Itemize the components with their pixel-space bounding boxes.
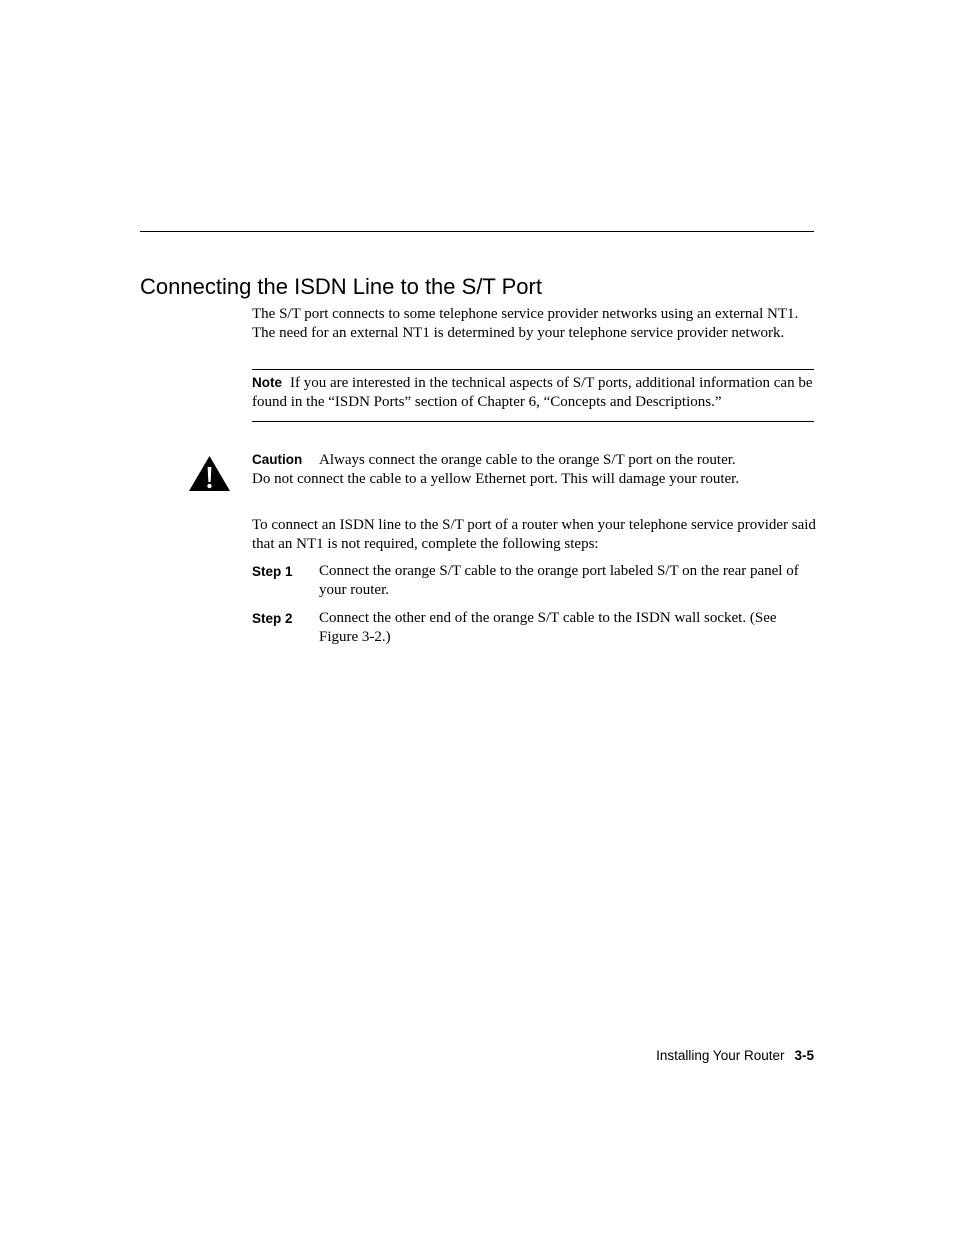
step-item (252, 609, 817, 647)
intro-paragraph: The S/T port connects to some telephone service provider networks using an external NT1. The need for an external NT1 is determined by your telephone service provider network. (252, 306, 799, 341)
step-label: Step 1 (252, 564, 293, 579)
caution-line-1: Always connect the orange cable to the orange S/T port on the router. (319, 452, 736, 468)
page-footer (656, 1046, 814, 1065)
step-text: Connect the other end of the orange S/T cable to the ISDN wall socket. (See Figure 3-2.) (319, 610, 777, 645)
step-label: Step 2 (252, 611, 293, 626)
note-top-rule (252, 369, 814, 370)
caution-line-2: Do not connect the cable to a yellow Ethernet port. This will damage your router. (252, 471, 740, 487)
caution-block (252, 450, 817, 489)
note-text: If you are interested in the technical aspects of S/T ports, additional information can be found in the “ISDN Ports” section of Chapter 6, “Concepts and Descriptions.” (252, 375, 813, 410)
note-label: Note (252, 375, 282, 390)
procedure-intro: To connect an ISDN line to the S/T port of a router when your telephone service provider said that an NT1 is not required, complete the following steps: (252, 517, 816, 552)
note-block (252, 373, 817, 412)
caution-label: Caution (252, 452, 303, 467)
footer-title: Installing Your Router (656, 1048, 785, 1063)
section-title: Connecting the ISDN Line to the S/T Port (140, 274, 542, 299)
caution-triangle-icon (188, 455, 231, 492)
step-item (252, 562, 817, 600)
step-text: Connect the orange S/T cable to the orange port labeled S/T on the rear panel of your router. (319, 563, 799, 598)
header-rule (140, 231, 814, 232)
note-bottom-rule (252, 421, 814, 422)
page-number: 3-5 (794, 1048, 814, 1063)
